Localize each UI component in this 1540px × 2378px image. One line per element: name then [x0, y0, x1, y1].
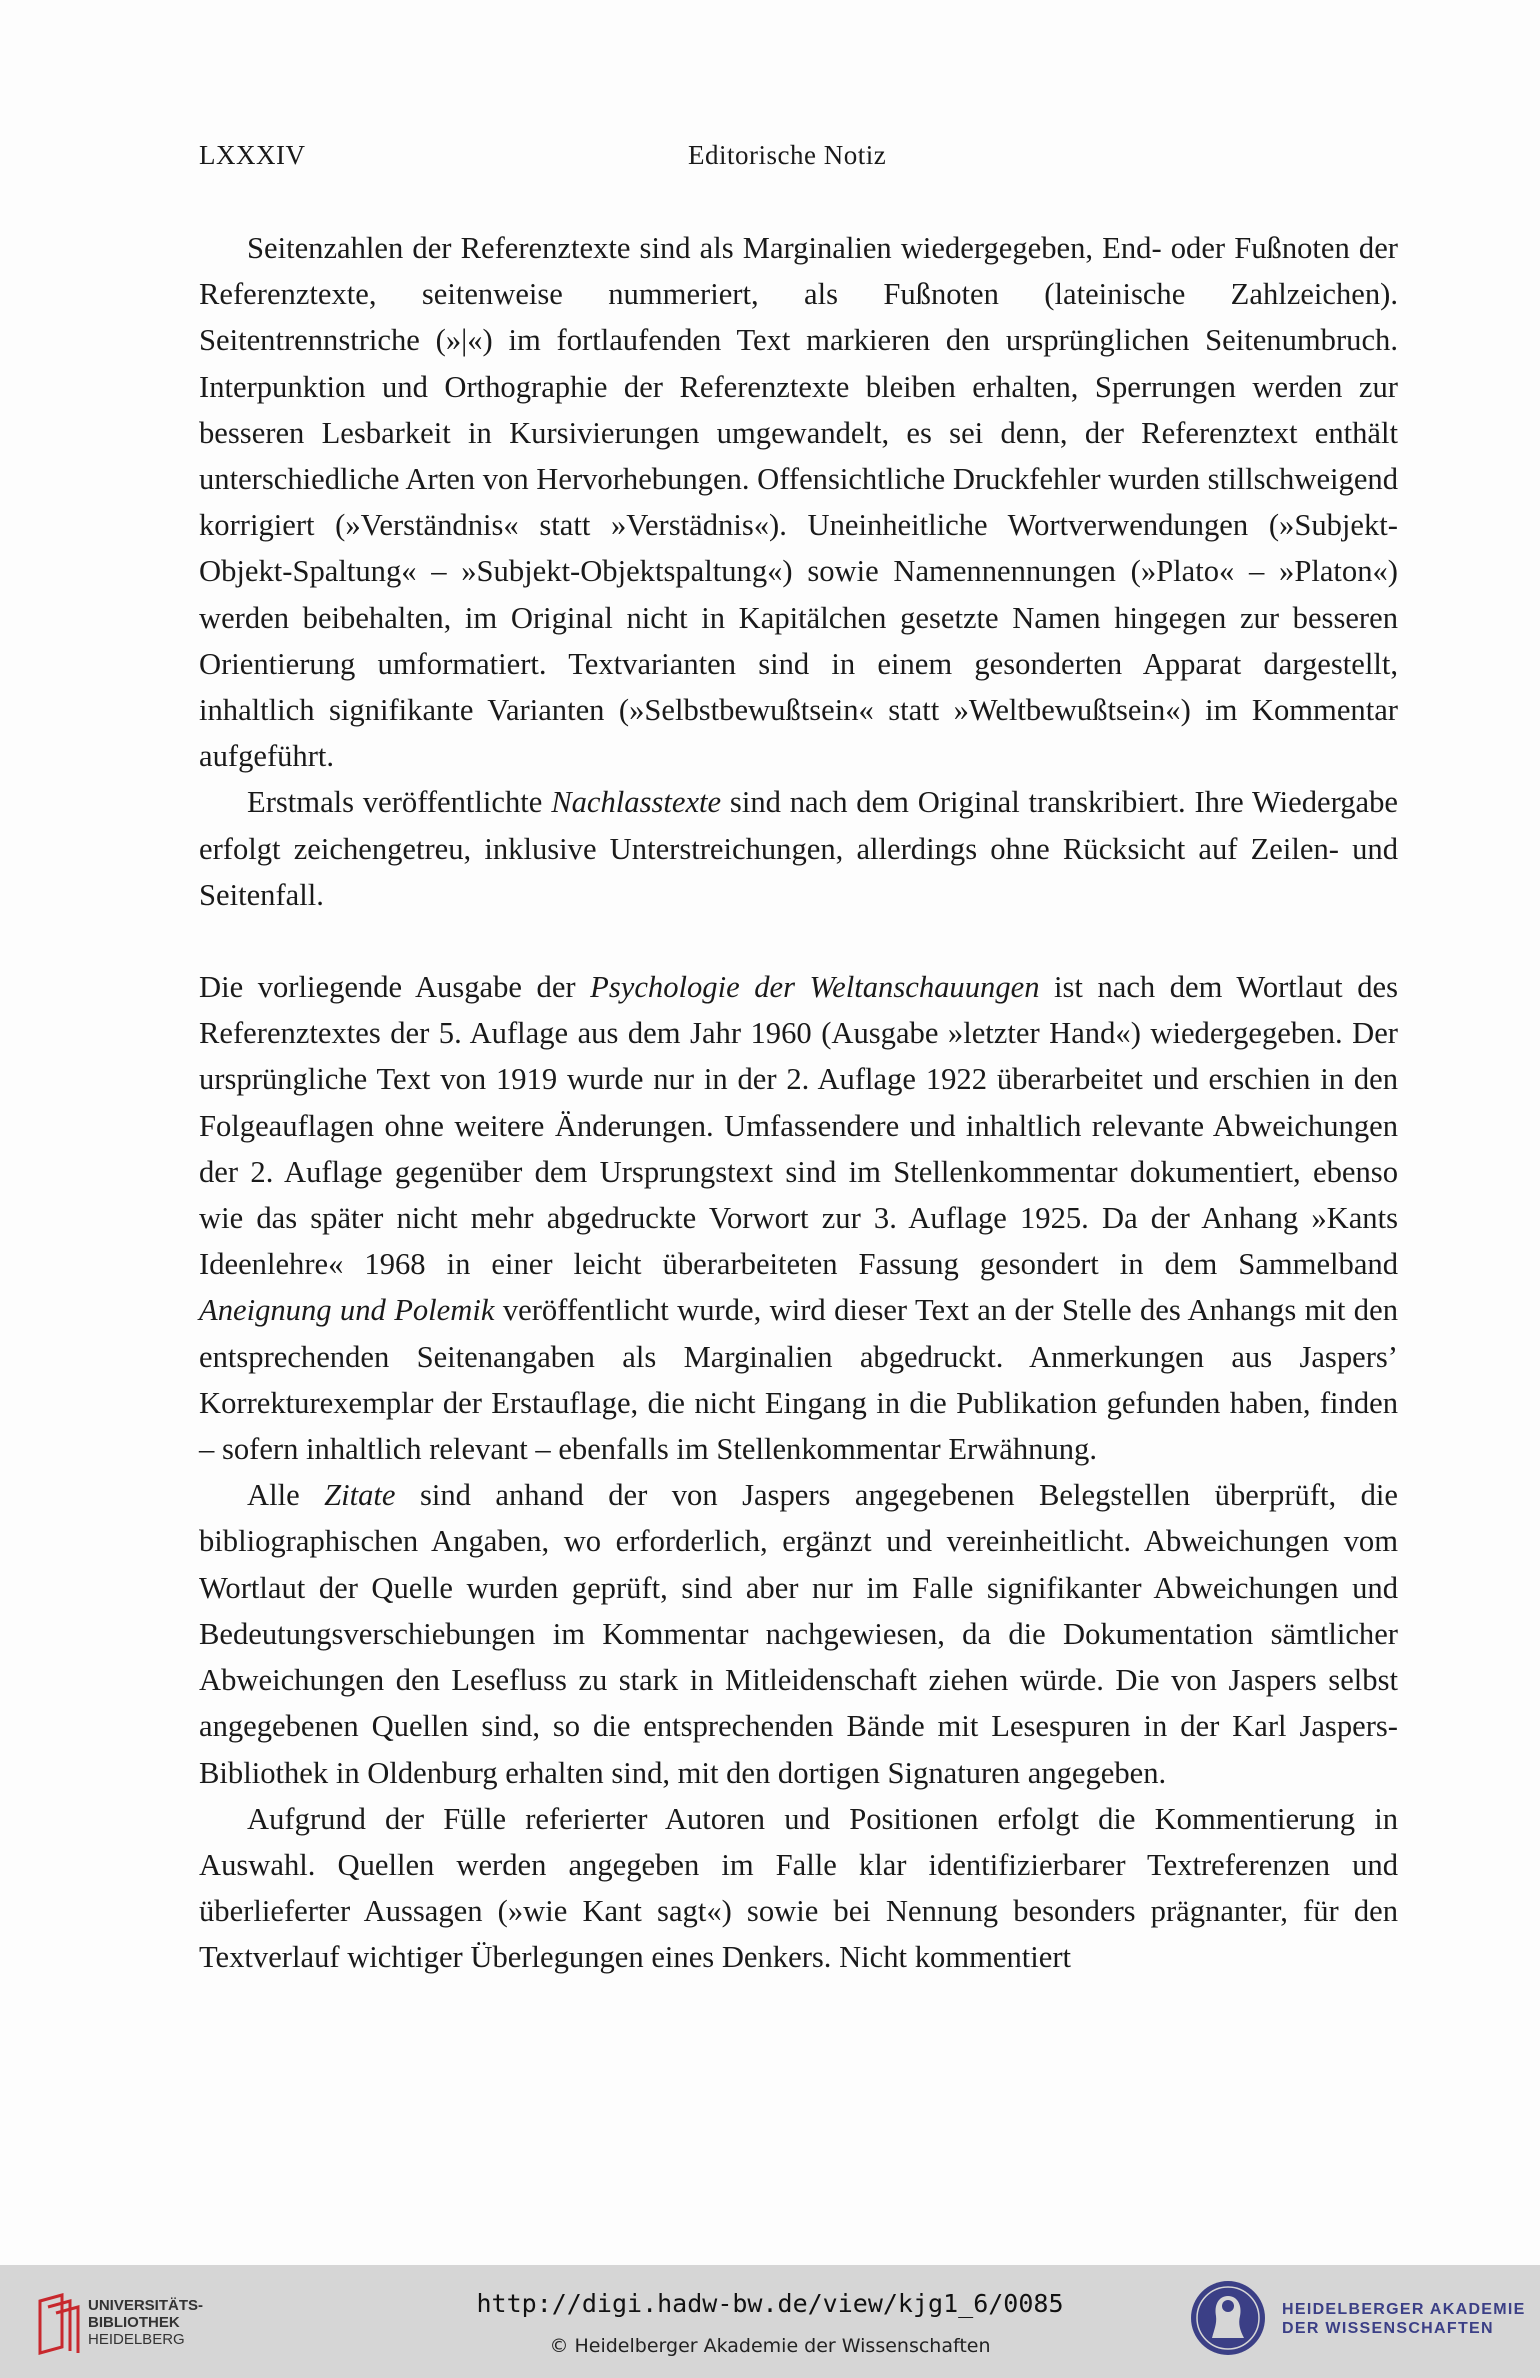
paragraph: Aufgrund der Fülle referierter Autoren und Positionen erfolgt die Kommentierung in Auswahl. Quellen werden angegeben im Falle klar identifizierbarer Textreferenzen und überlieferter Aussagen (»wie Kant sagt«) sowie bei Nennung besonders prägnanter, für den Textverlauf wichtiger Überlegungen eines Denkers. Nicht kommentiert — [199, 1801, 1398, 1975]
emphasis: Aneignung und Polemik — [199, 1293, 495, 1328]
copyright-notice: © Heidelberger Akademie der Wissenschaften — [549, 2335, 991, 2357]
permalink-url[interactable]: http://digi.hadw-bw.de/view/kjg1_6/0085 — [476, 2289, 1064, 2318]
page-number: LXXXIV — [199, 140, 306, 170]
academy-name: HEIDELBERGER AKADEMIE DER WISSENSCHAFTEN — [1282, 2301, 1526, 2337]
body-text — [199, 225, 1398, 1981]
running-title: Editorische Notiz — [688, 140, 887, 170]
paragraph: Seitenzahlen der Referenztexte sind als Marginalien wiedergegeben, End- oder Fußnoten der Referenztexte, seitenweise nummeriert, als Fußnoten (lateinische Zahlzeichen). Seitentrennstriche (»|«) im fortlaufenden Text markieren den ursprünglichen Seitenumbruch. Interpunktion und Orthographie der Referenztexte bleiben erhalten, Sperrungen werden zur besseren Lesbarkeit in Kursivierungen umgewandelt, es sei denn, der Referenztext enthält unterschiedliche Arten von Hervorhebungen. Offensichtliche Druckfehler wurden stillschweigend korrigiert (»Verständnis« statt »Verstädnis«). Uneinheitliche Wortverwendungen (»Subjekt-Objekt-Spaltung« – »Subjekt-Objektspaltung«) sowie Namennennungen (»Plato« – »Platon«) werden beibehalten, im Original nicht in Kapitälchen gesetzte Namen hingegen zur besseren Orientierung umformatiert. Textvarianten sind in einem gesonderten Apparat dargestellt, inhaltlich signifikante Varianten (»Selbstbewußtsein« statt »Weltbewußtsein«) im Kommentar aufgeführt. — [199, 231, 1398, 774]
university-library-name: UNIVERSITÄTS- BIBLIOTHEK HEIDELBERG — [88, 2297, 204, 2348]
paragraph: Alle Zitate sind anhand der von Jaspers angegebenen Belegstellen überprüft, die bibliographischen Angaben, wo erforderlich, ergänzt und vereinheitlicht. Abweichungen vom Wortlaut der Quelle wurden geprüft, sind aber nur im Falle signifikanter Abweichungen und Bedeutungsverschiebungen im Kommentar nachgewiesen, da die Dokumentation sämtlicher Abweichungen den Lesefluss zu stark in Mitleidenschaft ziehen würde. Die von Jaspers selbst angegebenen Quellen sind, so die entsprechenden Bände mit Lesespuren in der Karl Jaspers-Bibliothek in Oldenburg erhalten sind, mit den dortigen Signaturen angegeben. — [199, 1478, 1398, 1790]
emphasis: Zitate — [324, 1478, 396, 1513]
paragraph: Die vorliegende Ausgabe der Psychologie der Weltanschauungen ist nach dem Wortlaut des Referenztextes der 5. Auflage aus dem Jahr 1960 (Ausgabe »letzter Hand«) wiedergegeben. Der ursprüngliche Text von 1919 wurde nur in der 2. Auflage 1922 überarbeitet und erschien in den Folgeauflagen ohne weitere Änderungen. Umfassendere und inhaltlich relevante Abweichungen der 2. Auflage gegenüber dem Ursprungstext sind im Stellenkommentar dokumentiert, ebenso wie das später nicht mehr abgedruckte Vorwort zur 3. Auflage 1925. Da der Anhang »Kants Ideenlehre« 1968 in einer leicht überarbeiteten Fassung gesondert in dem Sammelband Aneignung und Polemik veröffentlicht wurde, wird dieser Text an der Stelle des Anhangs mit den entsprechenden Seitenangaben als Marginalien abgedruckt. Anmerkungen aus Jaspers’ Korrekturexemplar der Erstauflage, die nicht Eingang in die Publikation gefunden haben, finden – sofern inhaltlich relevant – ebenfalls im Stellenkommentar Erwähnung. — [199, 970, 1398, 1467]
emphasis: Nachlasstexte — [551, 785, 722, 820]
paragraph: Erstmals veröffentlichte Nachlasstexte sind nach dem Original transkribiert. Ihre Wiedergabe erfolgt zeichengetreu, inklusive Unterstreichungen, allerdings ohne Rücksicht auf Zeilen- und Seitenfall. — [199, 785, 1398, 912]
academy-seal-icon — [1188, 2278, 1268, 2358]
emphasis: Psychologie der Weltanschauungen — [590, 970, 1040, 1005]
